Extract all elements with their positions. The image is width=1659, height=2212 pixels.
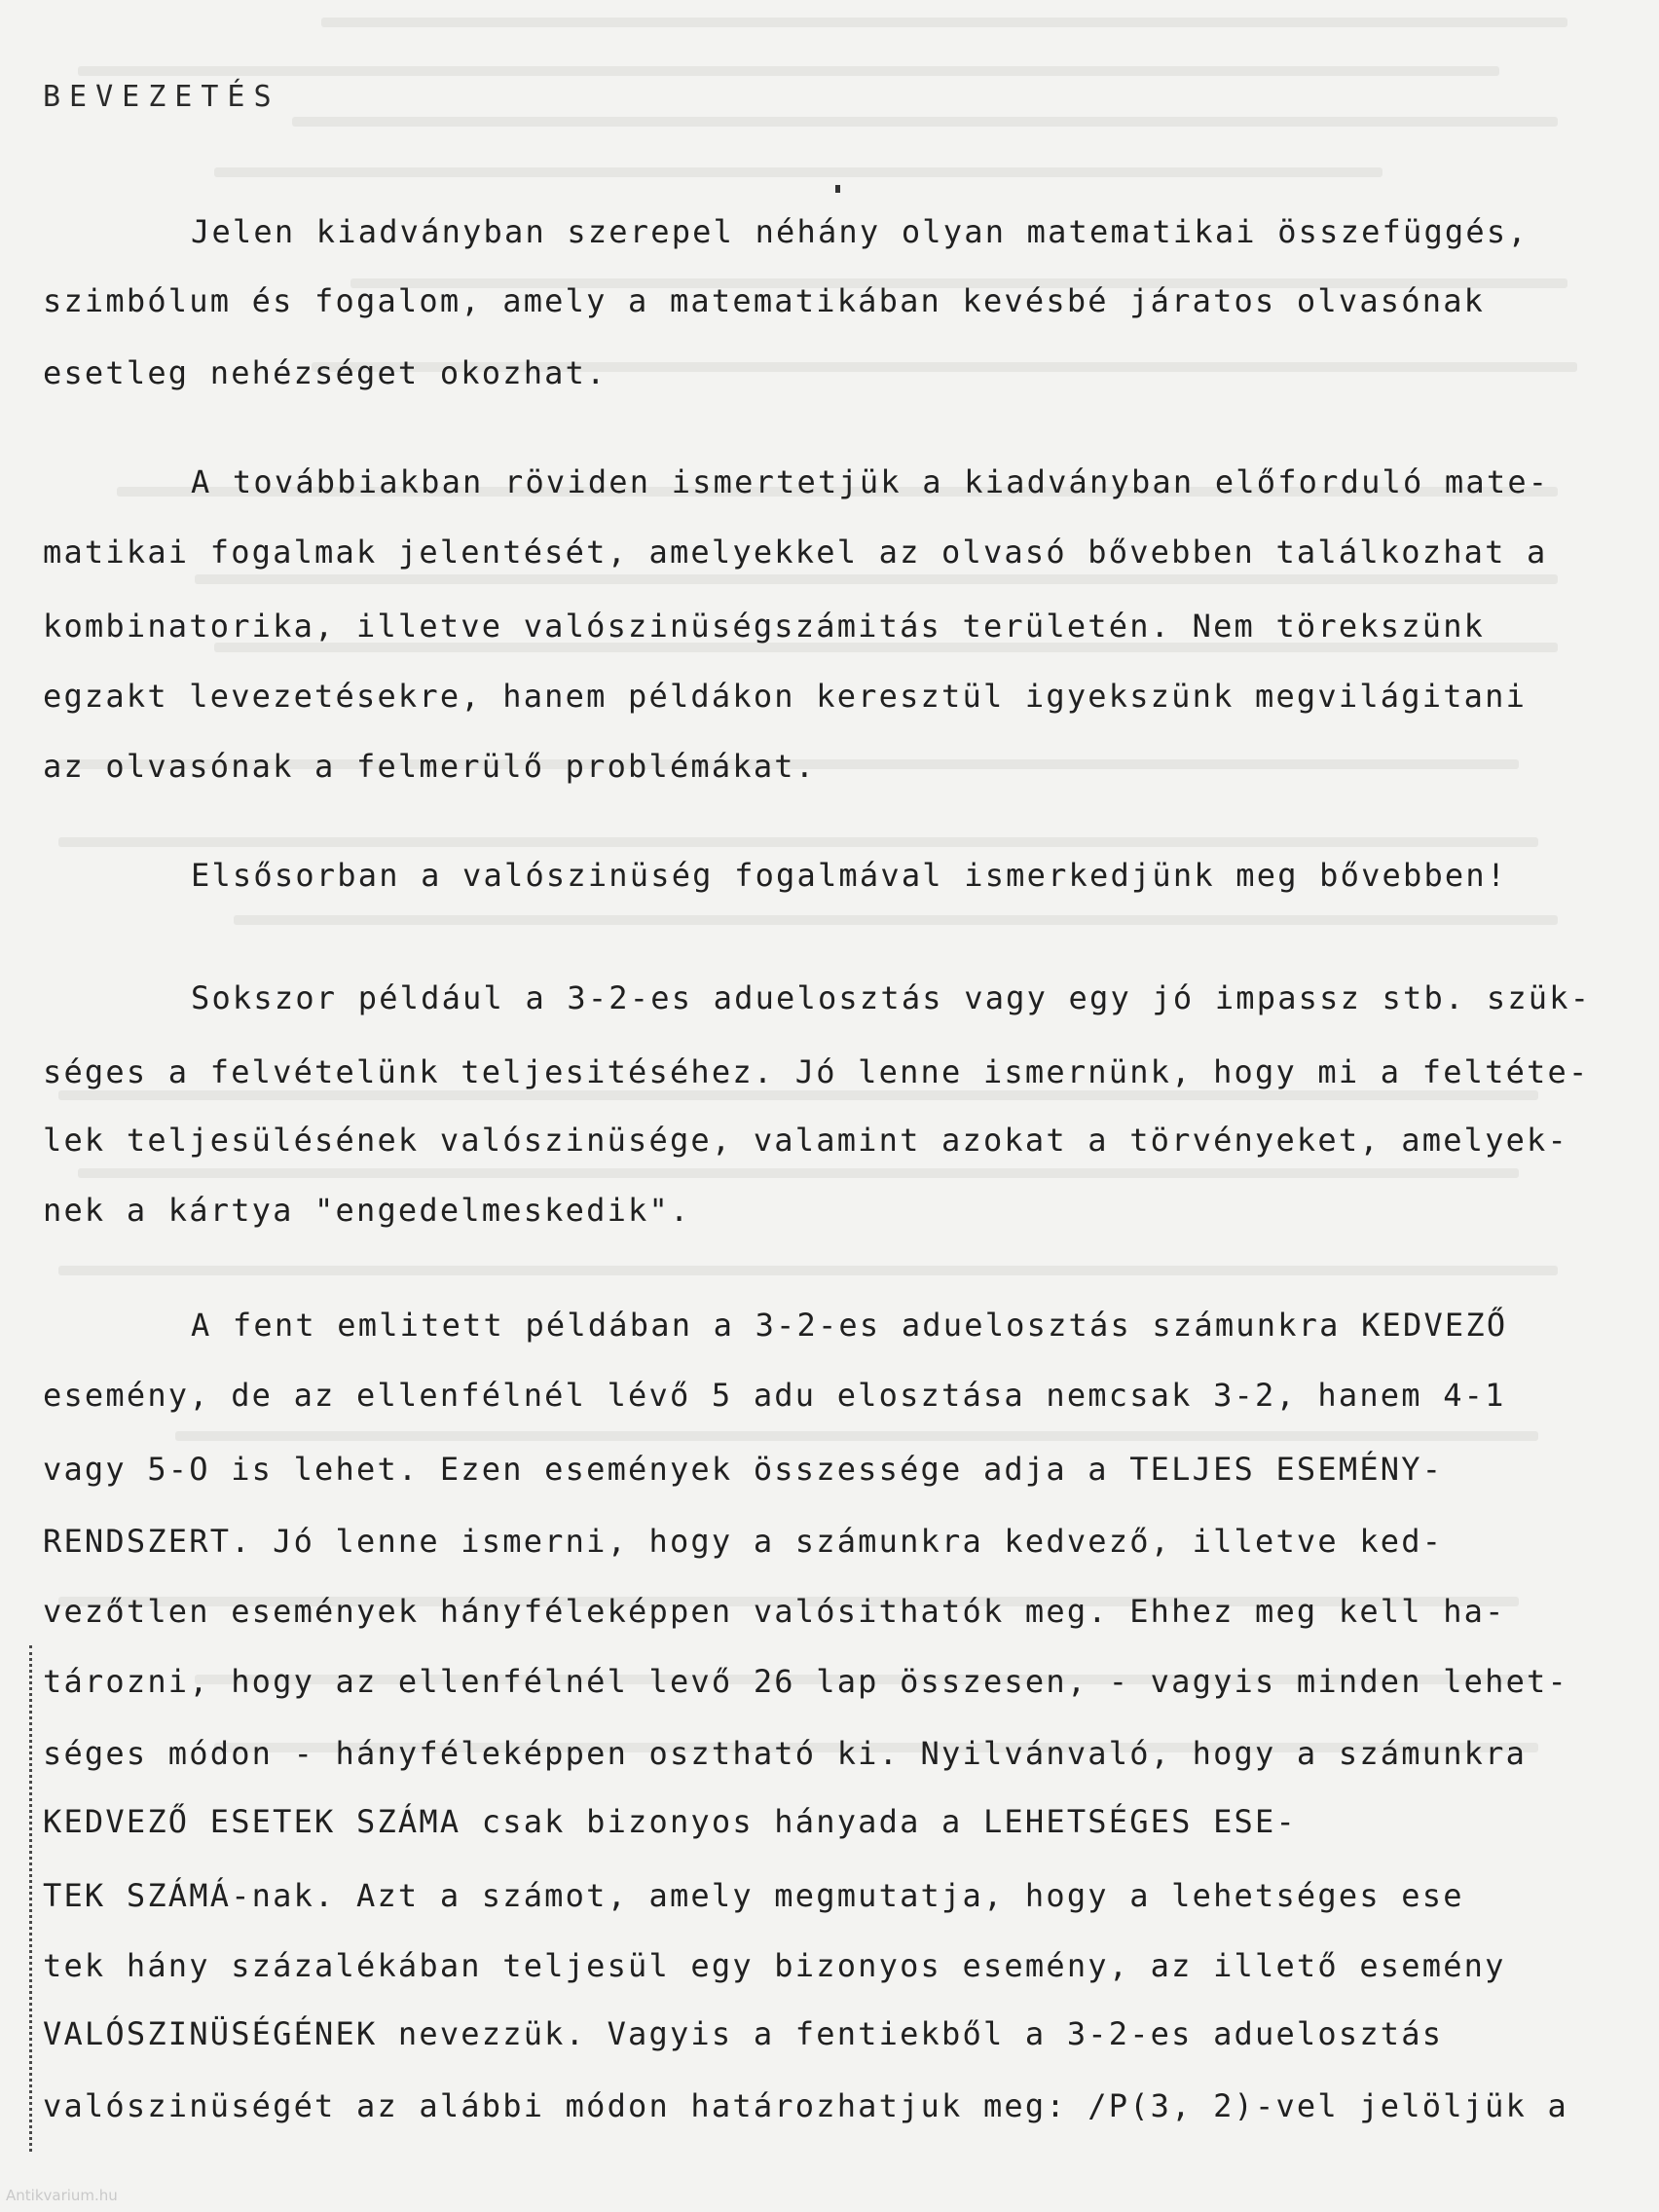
stray-ink-mark [835, 185, 840, 193]
text-line: KEDVEZŐ ESETEK SZÁMA csak bizonyos hányada a LEHETSÉGES ESE- [43, 1803, 1297, 1840]
text-line: vezőtlen események hányféleképpen valósithatók meg. Ehhez meg kell ha- [43, 1593, 1506, 1630]
text-line: esetleg nehézséget okozhat. [43, 354, 608, 391]
text-line: tek hány százalékában teljesül egy bizonyos esemény, az illető esemény [43, 1947, 1506, 1984]
text-line: VALÓSZINÜSÉGÉNEK nevezzük. Vagyis a fentiekből a 3-2-es aduelosztás [43, 2015, 1444, 2052]
text-line: tározni, hogy az ellenfélnél levő 26 lap összesen, - vagyis minden lehet- [43, 1663, 1568, 1700]
text-line: valószinüségét az alábbi módon határozhatjuk meg: /P(3, 2)-vel jelöljük a [43, 2087, 1568, 2124]
page-heading: BEVEZETÉS [43, 80, 280, 114]
text-line: Elsősorban a valószinüség fogalmával ismerkedjünk meg bővebben! [191, 857, 1508, 894]
text-line: az olvasónak a felmerülő problémákat. [43, 748, 817, 785]
text-line: egzakt levezetésekre, hanem példákon keresztül igyekszünk megvilágitani [43, 678, 1528, 715]
text-line: Jelen kiadványban szerepel néhány olyan matematikai összefüggés, [191, 213, 1529, 250]
text-line: kombinatorika, illetve valószinüségszámitás területén. Nem törekszünk [43, 608, 1486, 645]
text-line: esemény, de az ellenfélnél lévő 5 adu elosztása nemcsak 3-2, hanem 4-1 [43, 1377, 1506, 1414]
text-line: A fent emlitett példában a 3-2-es aduelosztás számunkra KEDVEZŐ [191, 1307, 1508, 1344]
watermark: Antikvarium.hu [6, 2187, 118, 2204]
text-line: vagy 5-O is lehet. Ezen események összessége adja a TELJES ESEMÉNY- [43, 1451, 1444, 1488]
text-line: matikai fogalmak jelentését, amelyekkel az olvasó bővebben találkozhat a [43, 534, 1548, 571]
text-line: nek a kártya "engedelmeskedik". [43, 1192, 691, 1229]
text-line: szimbólum és fogalom, amely a matematikában kevésbé járatos olvasónak [43, 282, 1486, 319]
text-line: A továbbiakban röviden ismertetjük a kiadványban előforduló mate- [191, 463, 1550, 500]
text-line: lek teljesülésének valószinüsége, valamint azokat a törvényeket, amelyek- [43, 1122, 1568, 1159]
binding-perforation [29, 1645, 32, 2152]
text-line: RENDSZERT. Jó lenne ismerni, hogy a számunkra kedvező, illetve ked- [43, 1523, 1444, 1560]
text-line: Sokszor például a 3-2-es aduelosztás vagy egy jó impassz stb. szük- [191, 979, 1592, 1016]
text-line: séges módon - hányféleképpen osztható ki. Nyilvánvaló, hogy a számunkra [43, 1735, 1528, 1772]
text-line: TEK SZÁMÁ-nak. Azt a számot, amely megmutatja, hogy a lehetséges ese [43, 1877, 1464, 1914]
text-line: séges a felvételünk teljesitéséhez. Jó lenne ismernünk, hogy mi a feltéte- [43, 1053, 1590, 1090]
